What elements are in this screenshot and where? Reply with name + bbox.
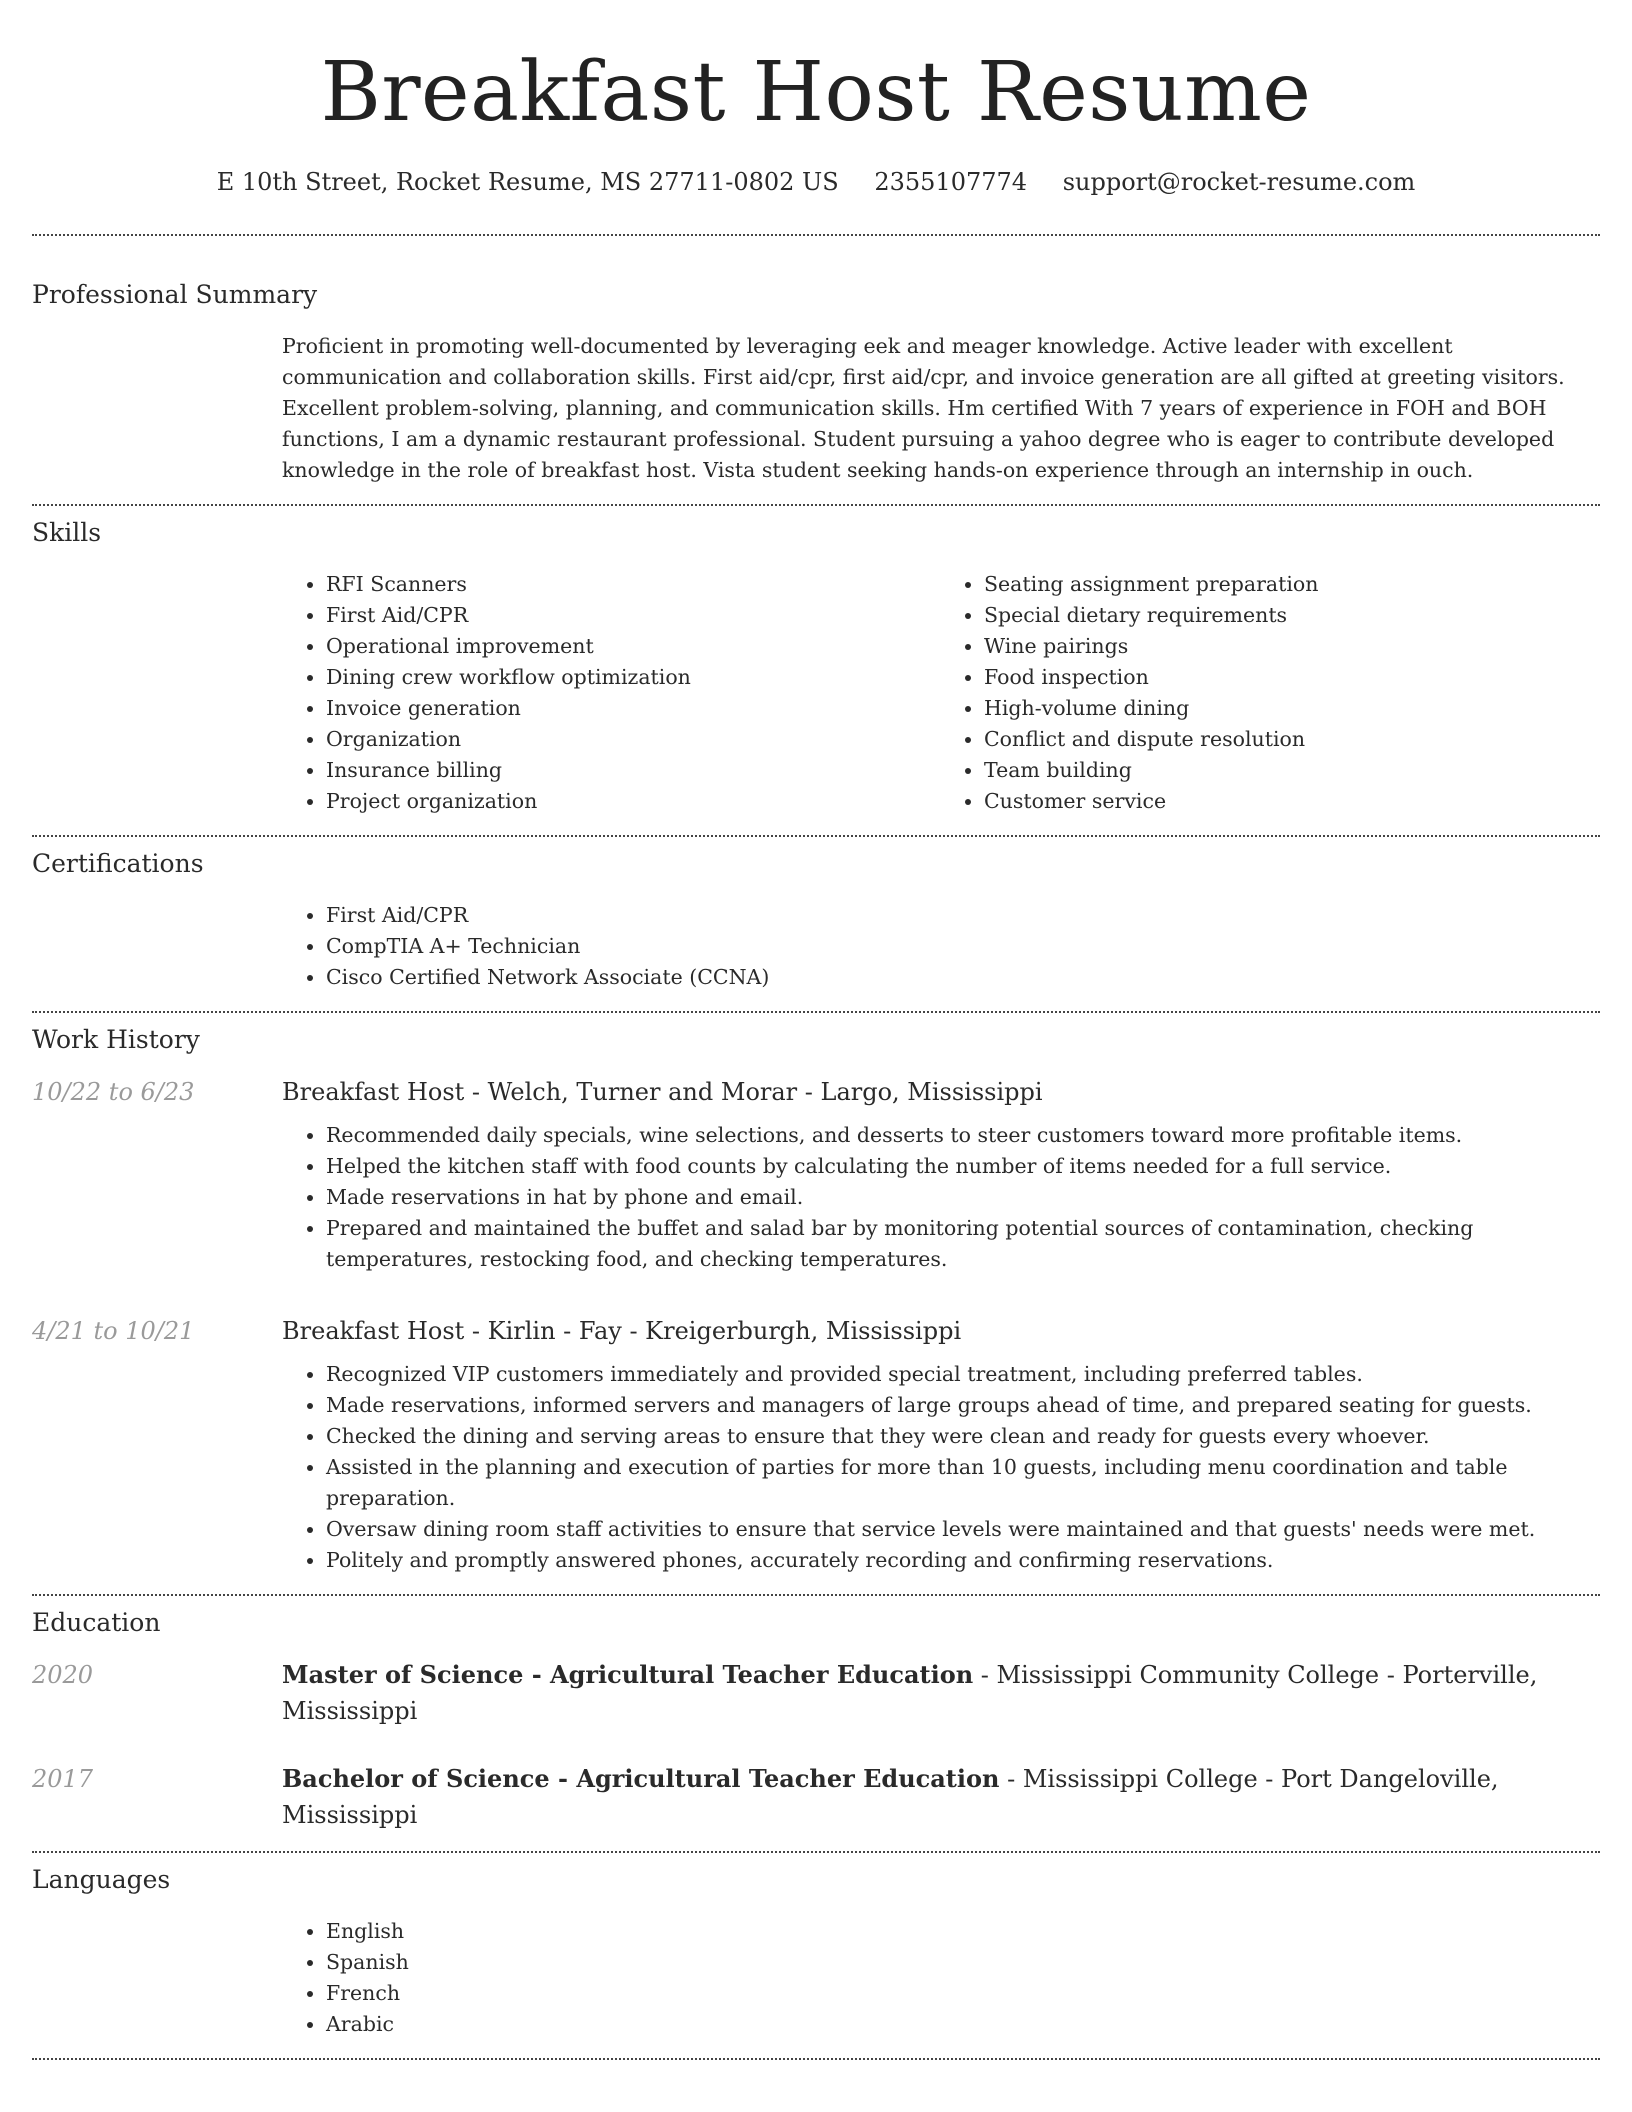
job-employer: - Kirlin - Fay - Kreigerburgh, Mississippi [464,1317,962,1345]
languages-list [282,1916,1600,2040]
resume-title: Breakfast Host Resume [320,45,1312,140]
section-title-education: Education [32,1608,161,1637]
education-year: 2020 [32,1661,94,1689]
duty-item: • Recognized VIP customers immediately and provided special treatment, including preferred tables. [326,1359,1600,1390]
certifications-section [32,837,1600,1011]
duty-item: • Prepared and maintained the buffet and salad bar by monitoring potential sources of contamination, checking temperatures, restocking food, and checking temperatures. [326,1213,1600,1275]
section-title-languages: Languages [32,1865,171,1894]
duty-item: • Recommended daily specials, wine selections, and desserts to steer customers toward more profitable items. [326,1120,1600,1151]
duty-item: • Made reservations, informed servers and managers of large groups ahead of time, and prepared seating for guests. [326,1390,1600,1421]
resume-page [32,0,1600,2060]
education-year: 2017 [32,1765,94,1793]
degree: Master of Science - Agricultural Teacher Education [282,1660,974,1689]
skill-item: • Special dietary requirements [984,600,1598,631]
skill-item: • Project organization [326,786,940,817]
section-title-summary: Professional Summary [32,280,318,309]
skill-item: • Invoice generation [326,693,940,724]
skill-item: • Team building [984,755,1598,786]
language-item: • Arabic [326,2009,1600,2040]
institution: - Mississippi College - Port Dangeloville, Mississippi [282,1765,1499,1829]
job-role: Breakfast Host [282,1078,465,1106]
job-dates: 10/22 to 6/23 [32,1078,195,1106]
job-entry [32,1313,1600,1576]
skill-item: • Operational improvement [326,631,940,662]
duty-item: • Made reservations in hat by phone and email. [326,1182,1600,1213]
phone: 2355107774 [874,168,1028,196]
skills-section [32,506,1600,835]
contact-line [32,168,1600,196]
skill-item: • Insurance billing [326,755,940,786]
skills-list-right [940,569,1598,817]
education-heading [282,1761,1600,1833]
job-dates: 4/21 to 10/21 [32,1317,195,1345]
job-heading [282,1313,1600,1349]
summary-text: Proficient in promoting well-documented by leveraging eek and meager knowledge. Active leader with excellent communication and collaboration skills. First aid/cpr, first aid/cpr, and invoice generation are all gifted at greeting visitors. Excellent problem-solving, planning, and communication skills. Hm certified With 7 years of experience in FOH and BOH functions, I am a dynamic restaurant professional. Student pursuing a yahoo degree who is eager to contribute developed knowledge in the role of breakfast host. Vista student seeking hands-on experience through an internship in ouch. [282,334,1565,482]
education-entry [32,1657,1600,1729]
institution: - Mississippi Community College - Porterville, Mississippi [282,1661,1538,1725]
job-heading [282,1074,1600,1110]
duty-item: • Assisted in the planning and execution of parties for more than 10 guests, including menu coordination and table preparation. [326,1452,1600,1514]
skill-item: • Customer service [984,786,1598,817]
degree: Bachelor of Science - Agricultural Teacher Education [282,1764,1000,1793]
email: support@rocket-resume.com [1062,168,1416,196]
job-duties [282,1120,1600,1275]
duty-item: • Checked the dining and serving areas to ensure that they were clean and ready for guests every whoever. [326,1421,1600,1452]
duty-item: • Oversaw dining room staff activities to ensure that service levels were maintained and that guests' needs were met. [326,1514,1600,1545]
job-entry [32,1074,1600,1275]
divider [32,2058,1600,2060]
skill-item: • Seating assignment preparation [984,569,1598,600]
skill-item: • First Aid/CPR [326,600,940,631]
skill-item: • Wine pairings [984,631,1598,662]
skill-item: • Food inspection [984,662,1598,693]
certification-item: • Cisco Certified Network Associate (CCNA) [326,962,1600,993]
skill-item: • Conflict and dispute resolution [984,724,1598,755]
section-title-skills: Skills [32,518,102,547]
education-entry [32,1761,1600,1833]
certification-item: • CompTIA A+ Technician [326,931,1600,962]
skill-item: • Organization [326,724,940,755]
languages-section [32,1853,1600,2058]
skill-item: • RFI Scanners [326,569,940,600]
language-item: • Spanish [326,1947,1600,1978]
duty-item: • Helped the kitchen staff with food counts by calculating the number of items needed for a full service. [326,1151,1600,1182]
job-duties [282,1359,1600,1576]
education-heading [282,1657,1600,1729]
skill-item: • Dining crew workflow optimization [326,662,940,693]
language-item: • French [326,1978,1600,2009]
certifications-list [282,900,1600,993]
skills-list-left [282,569,940,817]
job-role: Breakfast Host [282,1317,465,1345]
duty-item: • Politely and promptly answered phones, accurately recording and confirming reservations. [326,1545,1600,1576]
language-item: • English [326,1916,1600,1947]
skill-item: • High-volume dining [984,693,1598,724]
address: E 10th Street, Rocket Resume, MS 27711-0802 US [216,168,839,196]
job-employer: - Welch, Turner and Morar - Largo, Mississippi [464,1078,1043,1106]
summary-section [32,236,1600,504]
section-title-work: Work History [32,1025,200,1054]
section-title-certifications: Certifications [32,849,204,878]
education-section [32,1596,1600,1851]
work-history-section [32,1013,1600,1594]
certification-item: • First Aid/CPR [326,900,1600,931]
